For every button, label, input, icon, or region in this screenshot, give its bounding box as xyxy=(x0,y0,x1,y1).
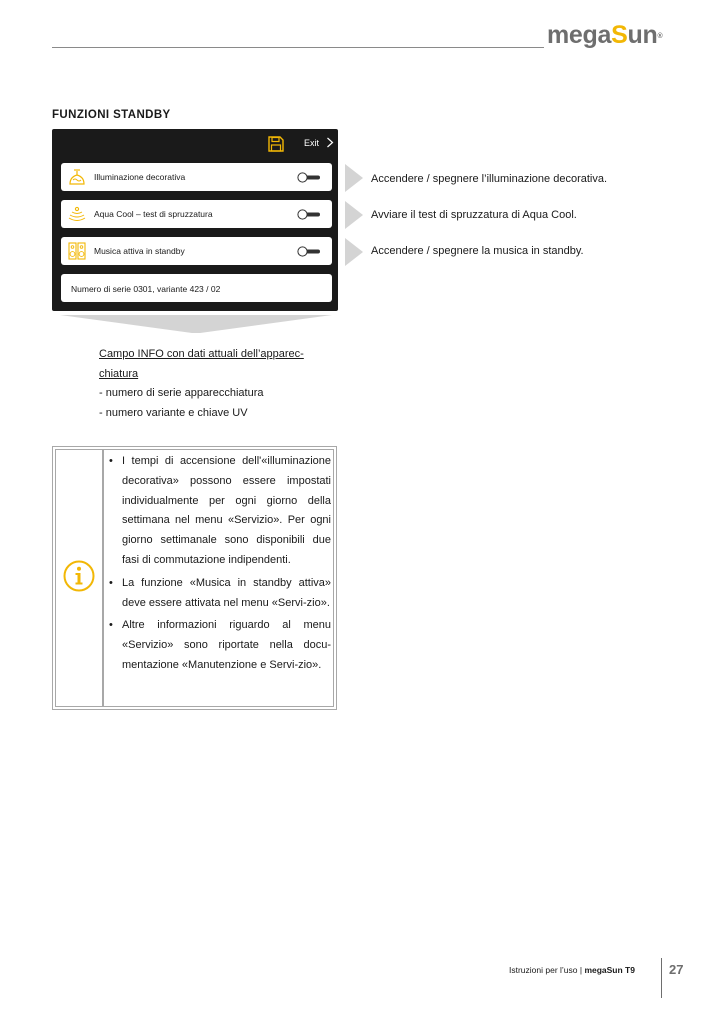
lamp-icon xyxy=(67,167,87,187)
section-title: FUNZIONI STANDBY xyxy=(52,109,171,121)
description-aqua-cool: Avviare il test di spruzzatura di Aqua Cool. xyxy=(371,209,577,221)
chevron-right-icon[interactable] xyxy=(326,137,334,148)
note-list xyxy=(109,452,331,679)
note-box xyxy=(52,446,337,710)
info-heading-cont: chiatura xyxy=(99,367,139,380)
header-rule xyxy=(52,47,544,48)
toggle-switch[interactable] xyxy=(297,246,321,257)
toggle-switch[interactable] xyxy=(297,209,321,220)
info-heading: Campo INFO con dati attuali dell’apparec- xyxy=(99,348,304,360)
row-aqua-cool[interactable] xyxy=(61,200,332,228)
device-screen xyxy=(52,129,338,311)
info-icon xyxy=(63,560,95,592)
description-decorative-lighting: Accendere / spegnere l’illuminazione decorativa. xyxy=(371,173,608,185)
note-item: • La funzione «Musica in standby attiva» deve essere attivata nel menu «Servi-zio». xyxy=(109,576,331,609)
callout-arrow xyxy=(345,201,363,229)
save-icon[interactable] xyxy=(267,135,285,153)
info-funnel-arrow xyxy=(60,315,332,333)
info-item: - numero di serie apparecchiatura xyxy=(99,387,264,399)
row-decorative-lighting[interactable] xyxy=(61,163,332,191)
row-standby-music[interactable] xyxy=(61,237,332,265)
description-standby-music: Accendere / spegnere la musica in standby. xyxy=(371,245,584,257)
spray-icon xyxy=(67,204,87,224)
callout-arrow xyxy=(345,164,363,192)
footer-divider xyxy=(661,958,662,998)
note-text-cell xyxy=(103,449,334,707)
note-icon-cell xyxy=(55,449,103,707)
callout-arrow xyxy=(345,238,363,266)
exit-button[interactable]: Exit xyxy=(304,138,320,148)
footer-doc-title: Istruzioni per l’uso | megaSun T9 xyxy=(509,965,635,975)
speaker-icon xyxy=(67,241,87,261)
note-item: • I tempi di accensione dell'«illuminazione decorativa» possono essere impostati individualmente per ogni giorno della settimana nel menu «Servizio». Per ogni giorno settimanale sono disponibili due fasi di commutazione indipendenti. xyxy=(109,455,331,566)
note-item: • Altre informazioni riguardo al menu «Servizio» sono riportate nella docu-mentazione «Manutenzione e Servi-zio». xyxy=(109,619,331,671)
megasun-logo: megaSun® xyxy=(547,21,663,49)
serial-text: Numero di serie 0301, variante 423 / 02 xyxy=(71,284,221,294)
row-label: Illuminazione decorativa xyxy=(94,172,186,182)
serial-info-field xyxy=(61,274,332,302)
page-number: 27 xyxy=(669,962,684,977)
row-label: Aqua Cool – test di spruzzatura xyxy=(94,209,213,219)
toggle-switch[interactable] xyxy=(297,172,321,183)
info-description xyxy=(99,345,334,423)
row-label: Musica attiva in standby xyxy=(94,246,185,256)
info-item: - numero variante e chiave UV xyxy=(99,406,248,419)
